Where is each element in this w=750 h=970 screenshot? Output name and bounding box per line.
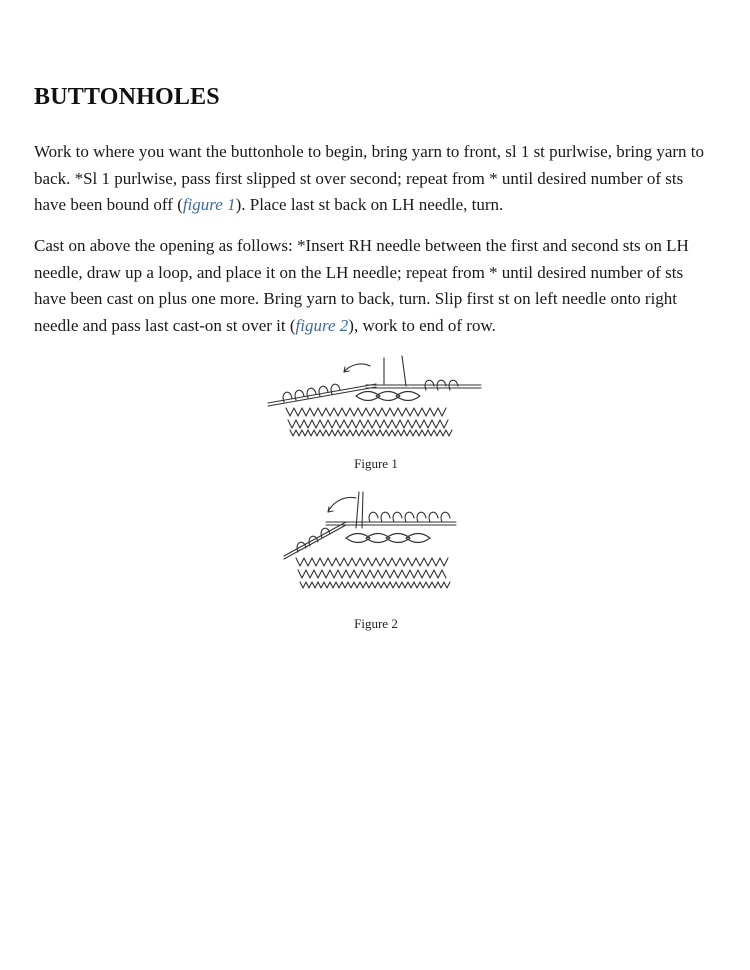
figure-2-link[interactable]: figure 2 [295, 315, 349, 335]
figure-1-caption: Figure 1 [354, 456, 398, 471]
figure-1-link[interactable]: figure 1 [182, 195, 236, 214]
figure-2 [34, 488, 718, 631]
page-title: BUTTONHOLES [34, 84, 220, 110]
figure-2-caption: Figure 2 [354, 616, 398, 631]
knitting-cast-on-illustration-icon [276, 488, 476, 603]
figure-1 [34, 352, 718, 471]
paragraph-text: Work to where you want the buttonhole to begin, bring yarn to front, sl 1 st purlwise, bring yarn to back. *Sl 1 purlwise, pass first slipped st over second; repeat from * until desired number of sts have been bound off ( [34, 142, 705, 214]
knitting-bind-off-illustration-icon [266, 352, 486, 442]
paragraph-text: ), work to end of row. [348, 315, 496, 335]
paragraph-text: Cast on above the opening as follows: *Insert RH needle between the first and second sts on LH needle, draw up a loop, and place it on the LH needle; repeat from * until desired number of sts have been cast on plus one more. Bring yarn to back, turn. Slip first st on left needle onto right needle and pass last cast-on st over it ( [34, 236, 689, 335]
paragraph-text: ). Place last st back on LH needle, turn. [235, 195, 504, 214]
paragraph-bind-off [34, 139, 718, 219]
paragraph-cast-on [34, 233, 718, 339]
